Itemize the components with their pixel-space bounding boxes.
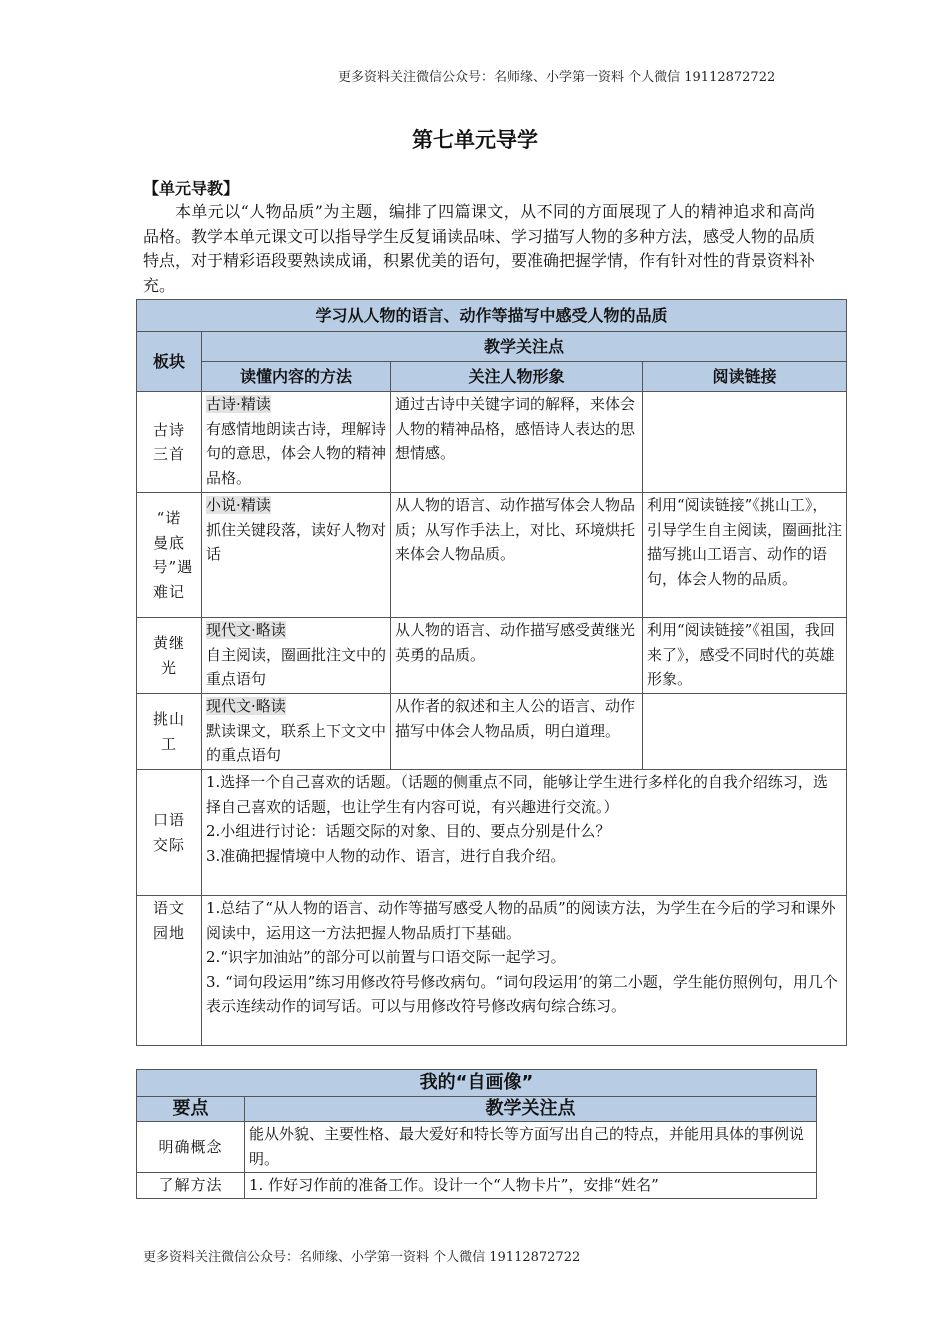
section-heading: 【单元导教】	[143, 179, 240, 198]
oral-communication-cell	[202, 770, 847, 896]
list-item: 2.“识字加油站”的部分可以前置与口语交际一起学习。	[206, 948, 566, 966]
language-garden-cell	[202, 896, 847, 1046]
method-cell: 现代文·略读 默读课文，联系上下文文中的重点语句	[202, 694, 391, 770]
row-text: 1. 作好习作前的准备工作。设计一个“人物卡片”，安排“姓名”	[245, 1173, 817, 1199]
table-row	[137, 1173, 817, 1199]
link-column-header: 阅读链接	[643, 362, 847, 392]
list-item: 1.总结了“从人物的语言、动作等描写感受人物的品质”的阅读方法，为学生在今后的学习和课外阅读中，运用这一方法把握人物品质打下基础。	[206, 899, 836, 942]
key-column-header: 要点	[137, 1097, 245, 1122]
language-garden-row	[137, 896, 847, 1046]
block-label: 语文园地	[137, 896, 202, 1046]
image-cell: 从作者的叙述和主人公的语言、动作描写中体会人物品质，明白道理。	[391, 694, 643, 770]
table-row	[137, 392, 847, 493]
block-column-header: 板块	[137, 332, 202, 392]
header-note: 更多资料关注微信公众号：名师缘、小学第一资料 个人微信 19112872722	[338, 70, 776, 85]
list-item: 1.选择一个自己喜欢的话题。（话题的侧重点不同，能够让学生进行多样化的自我介绍练习，选择自己喜欢的话题，也让学生有内容可说，有兴趣进行交流。）	[206, 773, 828, 816]
row-label: 了解方法	[137, 1173, 245, 1199]
table-row	[137, 618, 847, 694]
focus-column-header: 教学关注点	[245, 1097, 817, 1122]
oral-communication-row	[137, 770, 847, 896]
row-label: 明确概念	[137, 1122, 245, 1173]
list-item: 3. “词句段运用”练习用修改符号修改病句。“词句段运用’的第二小题，学生能仿照例句，用几个表示连续动作的词写话。可以与用修改符号修改病句综合练习。	[206, 972, 838, 1015]
block-label: 黄继光	[137, 618, 202, 694]
page-title: 第七单元导学	[412, 128, 538, 152]
table-row	[137, 493, 847, 618]
image-cell: 从人物的语言、动作描写体会人物品质；从写作手法上，对比、环境烘托来体会人物品质。	[391, 493, 643, 618]
table-row	[137, 694, 847, 770]
table-caption: 学习从人物的语言、动作等描写中感受人物的品质	[137, 300, 847, 332]
block-label: 挑山工	[137, 694, 202, 770]
method-cell: 现代文·略读 自主阅读，圈画批注文中的重点语句	[202, 618, 391, 694]
image-column-header: 关注人物形象	[391, 362, 643, 392]
genre-tag: 现代文·略读	[206, 697, 286, 715]
link-cell: 利用“阅读链接”《祖国，我回来了》，感受不同时代的英雄形象。	[643, 618, 847, 694]
block-label: “诺曼底号”遇难记	[137, 493, 202, 618]
link-cell	[643, 392, 847, 493]
unit-guide-table	[136, 299, 847, 1046]
image-cell: 从人物的语言、动作描写感受黄继光英勇的品质。	[391, 618, 643, 694]
list-item: 3.准确把握情境中人物的动作、语言，进行自我介绍。	[206, 846, 566, 865]
list-item: 2.小组进行讨论：话题交际的对象、目的、要点分别是什么？	[206, 822, 611, 840]
self-portrait-table	[136, 1069, 817, 1199]
method-cell: 小说·精读 抓住关键段落，读好人物对话	[202, 493, 391, 618]
table-caption: 我的“自画像”	[137, 1070, 817, 1097]
genre-tag: 现代文·略读	[206, 621, 286, 639]
link-cell: 利用“阅读链接”《挑山工》，引导学生自主阅读，圈画批注描写挑山工语言、动作的语句，体会人物的品质。	[643, 493, 847, 618]
intro-paragraph: 本单元以“人物品质”为主题，编排了四篇课文，从不同的方面展现了人的精神追求和高尚品格。教学本单元课文可以指导学生反复诵读品味、学习描写人物的多种方法，感受人物的品质特点，对于精彩语段要熟读成诵，积累优美的语句，要准确把握学情，作有针对性的背景资料补充。	[143, 202, 816, 295]
footer-note: 更多资料关注微信公众号：名师缘、小学第一资料 个人微信 19112872722	[143, 1250, 581, 1265]
genre-tag: 小说·精读	[206, 496, 271, 514]
method-cell: 古诗·精读 有感情地朗读古诗，理解诗句的意思，体会人物的精神品格。	[202, 392, 391, 493]
link-cell	[643, 694, 847, 770]
method-column-header: 读懂内容的方法	[202, 362, 391, 392]
table-row	[137, 1122, 817, 1173]
genre-tag: 古诗·精读	[206, 395, 271, 413]
image-cell: 通过古诗中关键字词的解释，来体会人物的精神品格，感悟诗人表达的思想情感。	[391, 392, 643, 493]
row-text: 能从外貌、主要性格、最大爱好和特长等方面写出自己的特点，并能用具体的事例说明。	[245, 1122, 817, 1173]
block-label: 古诗三首	[137, 392, 202, 493]
block-label: 口语交际	[137, 770, 202, 896]
focus-column-header: 教学关注点	[202, 332, 847, 362]
